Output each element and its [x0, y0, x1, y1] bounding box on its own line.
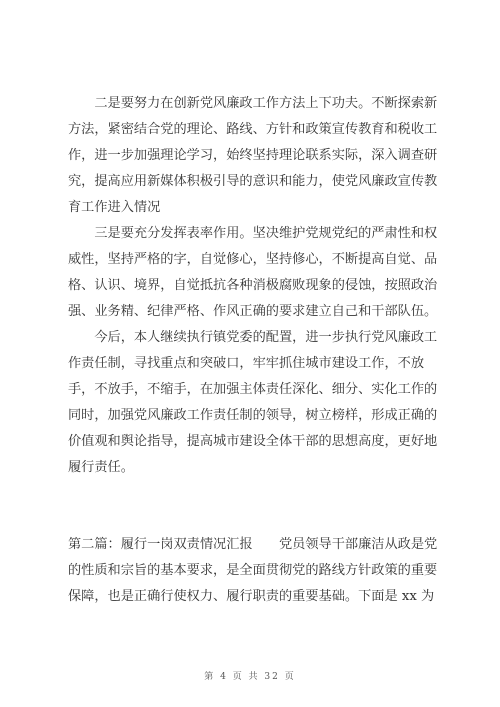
text-line: 价值观和舆论指导，提高城市建设全体干部的思想高度，更好地	[68, 434, 438, 449]
paragraph-exemplary-role	[68, 221, 436, 325]
text-line: 保障，也是正确行使权力、履行职责的重要基础。下面是 xx 为	[68, 589, 435, 604]
text-line: 究，提高应用新媒体积极引导的意识和能力，使党风廉政宣传教	[68, 174, 438, 189]
text-line: 作责任制，寻找重点和突破口，牢牢抓住城市建设工作，不放	[68, 356, 425, 371]
text-line: 育工作进入情况	[68, 200, 161, 215]
page-number-footer: 第 4 页 共 32 页	[204, 672, 296, 682]
paragraph-method-innovation	[68, 91, 436, 221]
text-line: 手，不放手，不缩手，在加强主体责任深化、细分、实化工作的	[68, 382, 438, 397]
paragraph-future-plans	[68, 325, 436, 481]
text-line: 今后，本人继续执行镇党委的配置，进一步执行党风廉政工	[68, 330, 438, 345]
text-line: 格、认识、境界，自觉抵抗各种消极腐败现象的侵蚀，按照政治	[68, 278, 438, 293]
paragraph-second-article	[68, 532, 436, 610]
text-line: 三是要充分发挥表率作用。坚决维护党规党纪的严肃性和权	[68, 226, 438, 241]
text-line: 第二篇：履行一岗双责情况汇报 党员领导干部廉洁从政是党	[68, 537, 438, 552]
text-line: 同时，加强党风廉政工作责任制的领导，树立榜样，形成正确的	[68, 408, 438, 423]
text-line: 强、业务精、纪律严格、作风正确的要求建立自己和干部队伍。	[68, 304, 438, 319]
text-line: 履行责任。	[68, 460, 134, 475]
text-line: 的性质和宗旨的基本要求，是全面贯彻党的路线方针政策的重要	[68, 563, 438, 578]
text-line: 作，进一步加强理论学习，始终坚持理论联系实际，深入调查研	[68, 148, 438, 163]
text-line: 方法，紧密结合党的理论、路线、方针和政策宣传教育和税收工	[68, 122, 438, 137]
text-line: 二是要努力在创新党风廉政工作方法上下功夫。不断探索新	[68, 96, 438, 111]
text-line: 威性，坚持严格的字，自觉修心，坚持修心，不断提高自觉、品	[68, 252, 438, 267]
